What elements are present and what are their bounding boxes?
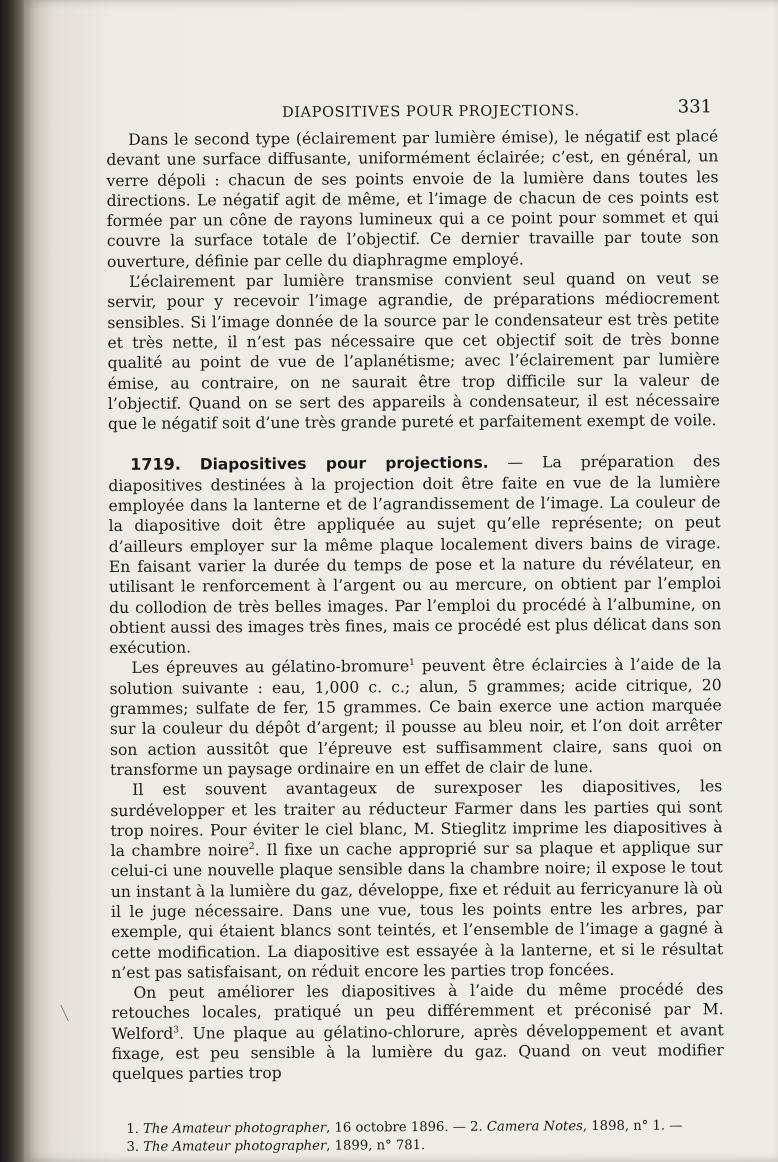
paragraph [111, 979, 724, 1084]
paragraph [110, 776, 723, 983]
paragraph-text: On peut améliorer les diapositives à l’aide du même procédé des retouches locales, pratiqué un peu différemment et préconisé par M. Welford [111, 980, 724, 1043]
paragraph-text: Il est souvent avantageux de surexposer les diapositives, les surdévelopper et les traiter au réducteur Farmer dans les parties qui sont trop noires. Pour éviter le ciel blanc, M. Stieglitz imprime les diapositives à la chambre noire [110, 777, 723, 861]
page-number: 331 [677, 96, 713, 118]
footnote-ref: 3 [173, 1025, 180, 1036]
section-title: Diapositives pour projections. [199, 454, 489, 474]
paragraph-text: peuvent être éclaircies à l’aide de la solution suivante : eau, 1,000 c. c.; alun, 5 grammes; acide citrique, 20 grammes; sulfate de fer, 15 grammes. Ce bain exerce une action marquée sur la couleur du dépôt d’argent; il pousse au bleu noir, et l’on doit arrêter son action aussitôt que l’épreuve est suffisamment claire, sans quoi on transforme un paysage ordinaire en un effet de clair de lune. [109, 655, 723, 779]
running-title: DIAPOSITIVES POUR PROJECTIONS. [282, 103, 580, 121]
paragraph-text: . Il fixe un cache approprié sur sa plaque et applique sur celui-ci une nouvelle plaque sensible dans la chambre noire; il expose le tout un instant à la lumière du gaz, développe, fixe et réduit au ferricyanure là où il le juge nécessaire. Dans une vue, tous les points entre les arbres, par exemple, qui étaient blancs sont teintés, et l’ensemble de l’image a gagné à cette modification. La diapositive est essayée à la lanterne, et si le résultat n’est pas satisfaisant, on réduit encore les parties trop foncées. [110, 838, 724, 982]
footnote-text: , 1898, n° 1. — [582, 1118, 683, 1134]
footnote-line [126, 1135, 724, 1157]
footnote-title: The Amateur photographer [143, 1138, 327, 1155]
footnote-ref: 1 [409, 658, 415, 669]
section-text: La préparation des diapositives destinées à la projection doit être faite en vue de la lumière employée dans la lanterne et de l’agrandissement de l’image. La couleur de la diapositive doit être appliquée au sujet qu’elle représente; on peut d’ailleurs employer sur la même plaque localement divers bains de virage. En faisant varier la durée du temps de pose et la nature du révélateur, en utilisant le renforcement à l’argent ou au mercure, on obtient par l’emploi du collodion de très belles images. Par l’emploi du procédé à l’albumine, on obtient aussi des images très fines, mais ce procédé est plus délicat dans son exécution. [108, 452, 722, 658]
paragraph: L’éclairement par lumière transmise convient seul quand on veut se servir, pour y recevoir l’image agrandie, de préparations médiocrement sensibles. Si l’image donnée de la source par le condensateur est très petite et très nette, il n’est pas nécessaire que cet objectif soit de très bonne qualité au point de vue de l’aplanétisme; avec l’éclairement par lumière émise, au contraire, on ne saurait être trop difficile sur la valeur de l’objectif. Quand on se sert des appareils à condensateur, il est nécessaire que le négatif soit d’une très grande pureté et parfaitement exempt de voile. [107, 269, 720, 434]
footnote-title: Camera Notes [486, 1118, 583, 1135]
footnote-text: , 16 octobre 1896. — 2. [326, 1119, 487, 1136]
paragraph-text: . Une plaque au gélatino-chlorure, après développement et avant fixage, est peu sensible à la lumière du gaz. Quand on veut modifier quelques parties trop [111, 1021, 724, 1084]
footnote-title: The Amateur photographer [143, 1120, 327, 1137]
section-number: 1719. [130, 455, 181, 475]
paragraph-text: Les épreuves au gélatino-bromure [131, 657, 410, 678]
footnote-line [126, 1117, 724, 1139]
footnote-ref: 2 [248, 842, 255, 853]
book-page [24, 0, 778, 1162]
footnote-number: 1. [126, 1121, 144, 1137]
footnote-number: 3. [126, 1139, 144, 1156]
running-header [106, 92, 718, 130]
section-dash: — [488, 453, 543, 473]
paragraph: Dans le second type (éclairement par lumière émise), le négatif est placé devant une surface diffusante, uniformément éclairée; c’est, en général, un verre dépoli : chacun de ses points envoie de la lumière dans toutes les directions. Le négatif agit de même, et l’image de chacun de ces points est formée par un cône de rayons lumineux qui a ce point pour sommet et qui couvre la surface totale de l’objectif. Ce dernier travaille par toute son ouverture, définie par celle du diaphragme employé. [106, 127, 719, 271]
footnotes [112, 1117, 724, 1158]
book-spine [0, 0, 26, 1162]
margin-mark [60, 1005, 69, 1022]
footnote-text: , 1899, n° 781. [326, 1138, 426, 1154]
section-paragraph [108, 452, 721, 659]
page-content [106, 92, 724, 1157]
paragraph [109, 655, 722, 781]
